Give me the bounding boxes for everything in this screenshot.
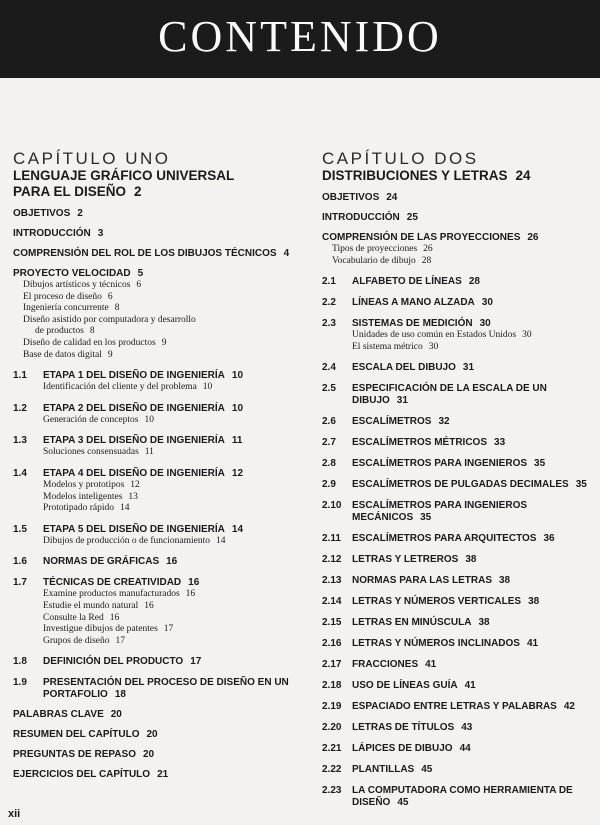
section-text	[352, 722, 472, 734]
section-text	[352, 638, 538, 650]
section-text	[352, 785, 592, 809]
page-number: 25	[406, 212, 418, 223]
page-number: 16	[185, 589, 196, 600]
subtopic-title: El sistema métrico	[352, 341, 423, 352]
page-number: 16	[166, 556, 178, 568]
section-title: TÉCNICAS DE CREATIVIDAD	[43, 577, 182, 589]
page-number: 43	[461, 722, 473, 734]
section-title: ESCALÍMETROS PARA ARQUITECTOS	[352, 533, 537, 545]
chapter-title[interactable]	[13, 168, 300, 200]
toc-section[interactable]	[322, 458, 592, 470]
toc-section[interactable]	[13, 468, 300, 480]
toc-entry[interactable]	[13, 268, 300, 280]
section-text	[352, 318, 491, 330]
page-number: 32	[438, 416, 450, 428]
section-number: 2.4	[322, 362, 336, 374]
subtopic-entry[interactable]	[43, 503, 300, 515]
toc-entry[interactable]	[13, 749, 300, 761]
entry-title: OBJETIVOS	[322, 192, 380, 203]
section-text	[352, 596, 539, 608]
entry-title: PROYECTO VELOCIDAD	[13, 268, 131, 279]
section-title: ETAPA 2 DEL DISEÑO DE INGENIERÍA	[43, 402, 225, 414]
section-number: 2.21	[322, 743, 342, 755]
subtopic-list	[43, 415, 300, 427]
section-text	[43, 524, 243, 536]
page-number: 2	[134, 184, 142, 199]
toc-section[interactable]	[13, 677, 300, 701]
section-title: LETRAS DE TÍTULOS	[352, 722, 455, 734]
section-text	[43, 370, 243, 382]
section-title: ESCALA DEL DIBUJO	[352, 362, 456, 374]
section-number: 1.9	[13, 677, 27, 689]
section-number: 2.16	[322, 638, 342, 650]
subtopic-list	[43, 480, 300, 515]
page-number: 17	[115, 635, 125, 646]
section-title: ESCALÍMETROS DE PULGADAS DECIMALES	[352, 479, 569, 491]
section-number: 2.12	[322, 554, 342, 566]
chapter-label: CAPÍTULO DOS	[322, 149, 479, 168]
section-text	[43, 403, 243, 415]
section-title: NORMAS DE GRÁFICAS	[43, 556, 160, 568]
section-number: 2.15	[322, 617, 342, 629]
section-number: 1.2	[13, 402, 27, 414]
subtopic-entry[interactable]	[43, 536, 300, 548]
page-number: 38	[465, 554, 477, 566]
page-number: 24	[515, 168, 531, 183]
toc-section[interactable]	[322, 764, 592, 776]
page-number: 42	[563, 701, 575, 713]
section-title: USO DE LÍNEAS GUÍA	[352, 680, 458, 692]
toc-section[interactable]	[13, 524, 300, 536]
section-text	[352, 533, 555, 545]
entry-title: EJERCICIOS DEL CAPÍTULO	[13, 769, 151, 781]
toc-section[interactable]	[322, 276, 592, 288]
section-number: 1.1	[13, 370, 27, 382]
subtopic-title: Dibujos de producción o de funcionamiento	[43, 535, 211, 546]
section-number: 2.18	[322, 680, 342, 692]
page-number: 16	[144, 600, 154, 611]
toc-section[interactable]	[322, 437, 592, 449]
page-number: 30	[479, 318, 491, 330]
toc-section[interactable]	[322, 297, 592, 309]
section-title: SISTEMAS DE MEDICIÓN	[352, 318, 473, 330]
section-title: ESCALÍMETROS PARA INGENIEROS	[352, 458, 528, 470]
section-text	[352, 701, 575, 713]
section-text	[352, 743, 471, 755]
subtopic-entry[interactable]	[23, 350, 300, 362]
entry-title: INTRODUCCIÓN	[13, 228, 91, 239]
subtopic-entry[interactable]	[43, 382, 300, 394]
section-title: PLANTILLAS	[352, 764, 415, 776]
page-number: 31	[396, 395, 408, 407]
section-number: 1.4	[13, 467, 27, 479]
subtopic-entry[interactable]	[352, 342, 592, 354]
subtopic-title: Investigue dibujos de patentes	[43, 624, 158, 635]
section-text	[352, 297, 493, 309]
subtopic-title: Tipos de proyecciones	[332, 244, 418, 254]
toc-section[interactable]	[322, 416, 592, 428]
section-text	[352, 764, 432, 776]
section-text	[43, 556, 177, 568]
page-number: 24	[386, 192, 398, 203]
toc-entry[interactable]	[13, 709, 300, 721]
section-title: ESCALÍMETROS	[352, 416, 432, 428]
page-number: 31	[462, 362, 475, 374]
page-number: 12	[231, 467, 244, 479]
section-number: 2.13	[322, 575, 342, 587]
page-number: 28	[421, 255, 432, 266]
page-number: 16	[109, 612, 120, 623]
section-title: LETRAS Y NÚMEROS VERTICALES	[352, 596, 522, 608]
section-title: NORMAS PARA LAS LETRAS	[352, 575, 492, 587]
toc-entry[interactable]	[322, 232, 592, 244]
section-number: 1.3	[13, 435, 27, 447]
page-number: 38	[478, 617, 490, 629]
page-number: 44	[459, 743, 471, 755]
subtopic-entry[interactable]	[43, 447, 300, 459]
section-text	[43, 577, 199, 589]
subtopic-list	[23, 280, 300, 361]
subtopic-list	[43, 589, 300, 647]
page-number: 12	[130, 479, 140, 490]
entry-title: COMPRENSIÓN DEL ROL DE LOS DIBUJOS TÉCNICOS	[13, 248, 277, 259]
section-number: 2.19	[322, 701, 342, 713]
section-text	[352, 383, 592, 407]
page-number: 30	[428, 341, 439, 352]
section-title: ESPECIFICACIÓN DE LA ESCALA DE UN DIBUJO	[352, 383, 547, 407]
subtopic-title: Generación de conceptos	[43, 414, 139, 425]
section-title: ESPACIADO ENTRE LETRAS Y PALABRAS	[352, 701, 557, 713]
toc-entry[interactable]	[13, 208, 300, 220]
subtopic-entry[interactable]	[43, 589, 300, 601]
page-number: 35	[575, 479, 587, 491]
section-text	[352, 276, 480, 288]
section-title: LÍNEAS A MANO ALZADA	[352, 297, 475, 309]
subtopic-title: de productos	[35, 326, 84, 337]
page-number: 17	[190, 656, 202, 668]
entry-title: COMPRENSIÓN DE LAS PROYECCIONES	[322, 232, 521, 243]
chapter-title-line: DISTRIBUCIONES Y LETRAS	[322, 168, 508, 183]
subtopic-title: Diseño de calidad en los productos	[23, 337, 156, 348]
entry-title: INTRODUCCIÓN	[322, 212, 400, 223]
section-text	[352, 575, 510, 587]
page-number: 45	[397, 797, 409, 809]
toc-section[interactable]	[13, 577, 300, 589]
toc-section[interactable]	[322, 743, 592, 755]
section-number: 2.3	[322, 318, 336, 330]
toc-entry[interactable]	[13, 769, 300, 781]
page-number: 10	[231, 402, 244, 414]
subtopic-title: Examine productos manufacturados	[43, 589, 180, 600]
subtopic-entry[interactable]	[23, 303, 300, 315]
page-number: 38	[528, 596, 540, 608]
toc-section[interactable]	[322, 575, 592, 587]
section-number: 2.10	[322, 500, 342, 512]
toc-section[interactable]	[322, 554, 592, 566]
toc-section[interactable]	[322, 722, 592, 734]
page-number: 11	[144, 447, 154, 458]
section-number: 2.2	[322, 297, 336, 309]
toc-section[interactable]	[322, 383, 592, 407]
page-number: 30	[522, 330, 532, 341]
subtopic-title: Modelos y prototipos	[43, 479, 125, 490]
page-number: 14	[231, 523, 244, 535]
entry-title: PREGUNTAS DE REPASO	[13, 749, 136, 761]
page-number: 11	[231, 435, 243, 447]
page-number: 8	[114, 303, 120, 314]
page-number: 5	[137, 268, 144, 279]
section-title: ESCALÍMETROS PARA INGENIEROS MECÁNICOS	[352, 500, 528, 524]
page-number: 33	[494, 437, 506, 449]
page-number: 9	[107, 349, 113, 360]
page-number: 9	[161, 337, 167, 348]
subtopic-entry[interactable]	[43, 613, 300, 625]
section-number: 2.14	[322, 596, 342, 608]
section-text	[352, 554, 476, 566]
page-number: 41	[425, 659, 437, 671]
toc-section[interactable]	[13, 403, 300, 415]
toc-entry[interactable]	[13, 228, 300, 240]
page-number: 28	[468, 276, 480, 288]
subtopic-entry[interactable]	[23, 292, 300, 304]
section-number: 2.20	[322, 722, 342, 734]
toc-section[interactable]	[322, 479, 592, 491]
subtopic-entry[interactable]	[332, 256, 592, 268]
section-number: 2.5	[322, 383, 336, 395]
toc-section[interactable]	[13, 370, 300, 382]
page-number: 4	[283, 248, 290, 259]
subtopic-title: Dibujos artísticos y técnicos	[23, 280, 131, 290]
entry-title: RESUMEN DEL CAPÍTULO	[13, 729, 140, 741]
subtopic-title: Consulte la Red	[43, 612, 104, 623]
page-number: 38	[499, 575, 511, 587]
section-number: 2.8	[322, 458, 336, 470]
section-text	[352, 617, 490, 629]
subtopic-title: Modelos inteligentes	[43, 491, 123, 502]
section-title: LA COMPUTADORA COMO HERRAMIENTA DE DISEÑO	[352, 785, 573, 809]
page-number: 35	[534, 458, 546, 470]
subtopic-title: Base de datos digital	[23, 349, 102, 360]
section-number: 2.9	[322, 479, 336, 491]
page-number: 16	[188, 577, 200, 589]
subtopic-entry[interactable]	[35, 326, 300, 338]
chapter-title[interactable]	[322, 168, 592, 184]
page-number: 20	[146, 729, 158, 741]
page-number: 41	[464, 680, 476, 692]
section-text	[352, 680, 476, 692]
page-number: 10	[231, 370, 244, 382]
section-title: ESCALÍMETROS MÉTRICOS	[352, 437, 488, 449]
subtopic-title: Prototipado rápido	[43, 503, 114, 514]
toc-section[interactable]	[13, 556, 300, 568]
page-number: 18	[114, 689, 126, 701]
subtopic-list	[352, 330, 592, 353]
section-number: 1.8	[13, 656, 27, 668]
subtopic-title: Ingeniería concurrente	[23, 303, 109, 314]
subtopic-entry[interactable]	[43, 415, 300, 427]
section-text	[352, 437, 505, 449]
section-title: LETRAS Y LETREROS	[352, 554, 459, 566]
page-number: 3	[97, 228, 104, 239]
page-number: 20	[142, 749, 155, 761]
page-number: 17	[163, 624, 174, 635]
toc-section[interactable]	[322, 701, 592, 713]
chapter-title-line: PARA EL DISEÑO	[13, 184, 127, 199]
section-number: 2.6	[322, 416, 336, 428]
page-number: 21	[157, 769, 169, 781]
section-title: ALFABETO DE LÍNEAS	[352, 276, 462, 288]
page-number: 13	[128, 491, 138, 502]
page-folio: xii	[8, 808, 21, 820]
subtopic-list	[43, 447, 300, 459]
subtopic-title: Soluciones consensuadas	[43, 447, 139, 458]
subtopic-entry[interactable]	[43, 624, 300, 636]
page-number: 45	[421, 764, 433, 776]
section-title: FRACCIONES	[352, 659, 419, 671]
page-number: 26	[423, 244, 433, 254]
subtopic-title: Diseño asistido por computadora y desarrollo	[23, 314, 196, 325]
section-text	[352, 362, 474, 374]
chapter-two-column	[322, 150, 592, 809]
page-number: 30	[481, 297, 493, 309]
entry-title: PALABRAS CLAVE	[13, 709, 104, 721]
subtopic-title: El proceso de diseño	[23, 291, 102, 302]
subtopic-title: Identificación del cliente y del problema	[43, 382, 197, 393]
subtopic-entry[interactable]	[23, 280, 300, 292]
section-number: 1.6	[13, 556, 27, 568]
page-number: 6	[136, 280, 142, 290]
toc-section[interactable]	[322, 785, 592, 809]
section-text	[43, 468, 243, 480]
subtopic-list	[332, 244, 592, 267]
subtopic-title: Unidades de uso común en Estados Unidos	[352, 330, 517, 341]
toc-entry[interactable]	[13, 729, 300, 741]
toc-entry[interactable]	[13, 248, 300, 260]
section-number: 1.7	[13, 577, 27, 589]
subtopic-entry[interactable]	[43, 480, 300, 492]
page-number: 26	[527, 232, 539, 243]
chapter-title-line: LENGUAJE GRÁFICO UNIVERSAL	[13, 168, 235, 183]
section-text	[43, 435, 242, 447]
subtopic-entry[interactable]	[23, 338, 300, 350]
section-number: 2.23	[322, 785, 342, 797]
toc-section[interactable]	[322, 638, 592, 650]
section-title: LETRAS EN MINÚSCULA	[352, 617, 472, 629]
toc-section[interactable]	[13, 435, 300, 447]
toc-section[interactable]	[322, 318, 592, 330]
entry-title: OBJETIVOS	[13, 208, 71, 219]
page-number: 41	[526, 638, 539, 650]
section-title: ETAPA 3 DEL DISEÑO DE INGENIERÍA	[43, 435, 225, 447]
section-text	[43, 677, 300, 701]
section-title: LÁPICES DE DIBUJO	[352, 743, 453, 755]
toc-section[interactable]	[322, 500, 592, 524]
subtopic-entry[interactable]	[43, 636, 300, 648]
toc-entry[interactable]	[322, 212, 592, 224]
section-number: 1.5	[13, 523, 27, 535]
subtopic-list	[43, 536, 300, 548]
toc-section[interactable]	[322, 596, 592, 608]
section-text	[352, 659, 436, 671]
section-title: PRESENTACIÓN DEL PROCESO DE DISEÑO EN UN PORTAFOLIO	[43, 677, 289, 701]
section-title: LETRAS Y NÚMEROS INCLINADOS	[352, 638, 520, 650]
subtopic-title: Estudie el mundo natural	[43, 600, 139, 611]
subtopic-entry[interactable]	[23, 315, 300, 327]
page-number: 2	[77, 208, 83, 219]
subtopic-entry[interactable]	[43, 492, 300, 504]
section-text	[43, 656, 201, 668]
toc-section[interactable]	[322, 659, 592, 671]
section-text	[352, 500, 592, 524]
toc-entry[interactable]	[322, 192, 592, 204]
section-title: ETAPA 5 DEL DISEÑO DE INGENIERÍA	[43, 523, 225, 535]
page-number: 35	[420, 512, 432, 524]
section-number: 2.1	[322, 276, 336, 288]
subtopic-title: Grupos de diseño	[43, 635, 110, 646]
subtopic-title: Vocabulario de dibujo	[332, 255, 416, 266]
toc-section[interactable]	[322, 617, 592, 629]
subtopic-entry[interactable]	[332, 244, 592, 256]
page-number: 14	[216, 535, 226, 546]
subtopic-entry[interactable]	[43, 601, 300, 613]
page-title: CONTENIDO	[158, 11, 442, 61]
section-number: 2.22	[322, 764, 342, 776]
page-number: 6	[107, 291, 113, 302]
section-text	[352, 458, 545, 470]
page-number: 8	[89, 326, 95, 337]
header-banner	[0, 0, 600, 78]
toc-section[interactable]	[13, 656, 300, 668]
page-number: 10	[202, 382, 213, 393]
page-number: 36	[543, 533, 555, 545]
chapter-label: CAPÍTULO UNO	[13, 149, 171, 168]
page-number: 10	[144, 414, 154, 425]
section-title: ETAPA 4 DEL DISEÑO DE INGENIERÍA	[43, 467, 225, 479]
section-title: DEFINICIÓN DEL PRODUCTO	[43, 656, 184, 668]
page-number: 14	[119, 503, 130, 514]
toc-section[interactable]	[322, 533, 592, 545]
section-title: ETAPA 1 DEL DISEÑO DE INGENIERÍA	[43, 370, 225, 382]
section-number: 2.17	[322, 659, 342, 671]
toc-section[interactable]	[322, 362, 592, 374]
section-number: 2.11	[322, 533, 341, 545]
page-number: 20	[110, 709, 122, 721]
chapter-one-column	[13, 150, 300, 781]
subtopic-entry[interactable]	[352, 330, 592, 342]
subtopic-list	[43, 382, 300, 394]
section-text	[352, 416, 450, 428]
toc-section[interactable]	[322, 680, 592, 692]
section-text	[352, 479, 587, 491]
section-number: 2.7	[322, 437, 336, 449]
